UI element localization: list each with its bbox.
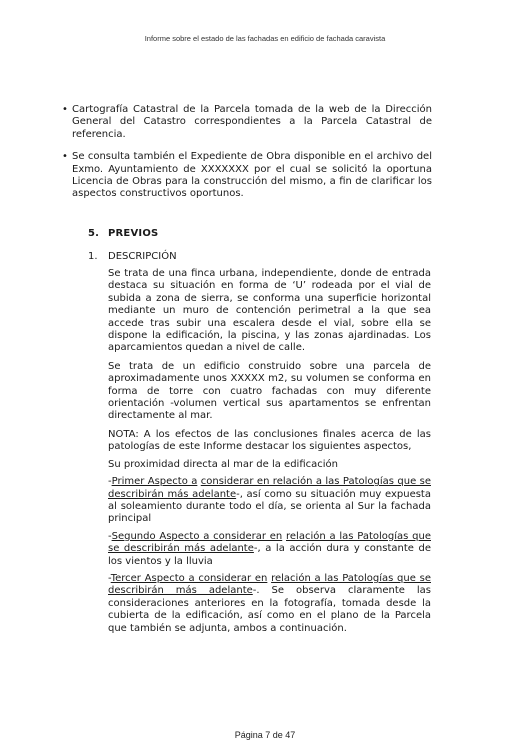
aspect-paragraph	[108, 476, 431, 526]
section-title: PREVIOS	[108, 228, 159, 239]
aspect-paragraph	[108, 573, 431, 635]
underlined-text: relación a las Patologías que se describirán más adelante	[108, 572, 431, 597]
body-text	[108, 268, 431, 640]
list-item	[62, 151, 432, 201]
aspect-text: -. Se observa claramente las consideraciones anteriores en la fotografía, tomada desde la cubierta de la edificación, así como en el plano de la Parcela que también se adjunta, ambos a continuación.	[108, 585, 431, 634]
page-number: Página 7 de 47	[234, 730, 296, 740]
underlined-text: Tercer Aspecto a considerar en	[110, 572, 268, 584]
paragraph: NOTA: A los efectos de las conclusiones finales acerca de las patologías de este Informe destacar los siguientes aspectos,	[108, 428, 431, 453]
bullet-marker: •	[62, 104, 68, 115]
paragraph: Su proximidad directa al mar de la edificación	[108, 458, 338, 470]
aspect-text: -, a la acción dura y constante de los vientos y la lluvia	[108, 543, 431, 567]
aspect-dash: -	[108, 572, 111, 584]
aspect-dash: -	[108, 530, 112, 542]
subsection-heading	[88, 251, 177, 262]
bullet-list	[62, 104, 432, 211]
paragraph: Se trata de un edificio construido sobre una parcela de aproximadamente unos XXXXX m2, su volumen se conforma en forma de torre con cuatro fachadas con muy diferente orientación -volumen vertical sus apartamentos se enfrentan directamente al mar.	[108, 360, 431, 422]
list-item	[62, 104, 432, 141]
underlined-text: relación a las Patologías que se describirán más adelante	[108, 530, 431, 555]
bullet-marker: •	[62, 151, 68, 163]
subsection-number: 1.	[88, 251, 98, 262]
underlined-text: Primer Aspecto a	[111, 476, 198, 488]
aspect-paragraph	[108, 531, 431, 568]
subsection-title: DESCRIPCIÓN	[108, 251, 177, 262]
bullet-text: Cartografía Catastral de la Parcela tomada de la web de la Dirección General del Catastro correspondientes a la Parcela Catastral de referencia.	[72, 104, 432, 140]
aspect-dash: -	[108, 476, 112, 488]
aspect-text: -, así como su situación muy expuesta al soleamiento durante todo el día, se orienta al Sur la fachada principal	[108, 488, 431, 525]
bullet-text: Se consulta también el Expediente de Obra disponible en el archivo del Exmo. Ayuntamiento de XXXXXXX por el cual se solicitó la oportuna Licencia de Obras para la construcción del mismo, a fin de clarificar los aspectos constructivos oportunos.	[72, 151, 432, 200]
section-number: 5.	[88, 228, 100, 239]
section-heading	[88, 228, 158, 239]
page-header: Informe sobre el estado de las fachadas en edificio de fachada caravista	[144, 34, 386, 43]
underlined-text: considerar en relación a las Patologías que se describirán más adelante	[108, 476, 431, 500]
paragraph: Se trata de una finca urbana, independiente, donde de entrada destaca su situación en forma de ‘U’ rodeada por el vial de subida a zona de sierra, se conforma una superficie horizontal mediante un muro de contención perimetral a la que sea accede tras subir una escalera desde el vial, sobre ella se dispone la edificación, la piscina, y las zonas ajardinadas. Los aparcamientos quedan a nivel de calle.	[108, 268, 431, 354]
underlined-text: Segundo Aspecto a considerar en	[111, 530, 283, 542]
